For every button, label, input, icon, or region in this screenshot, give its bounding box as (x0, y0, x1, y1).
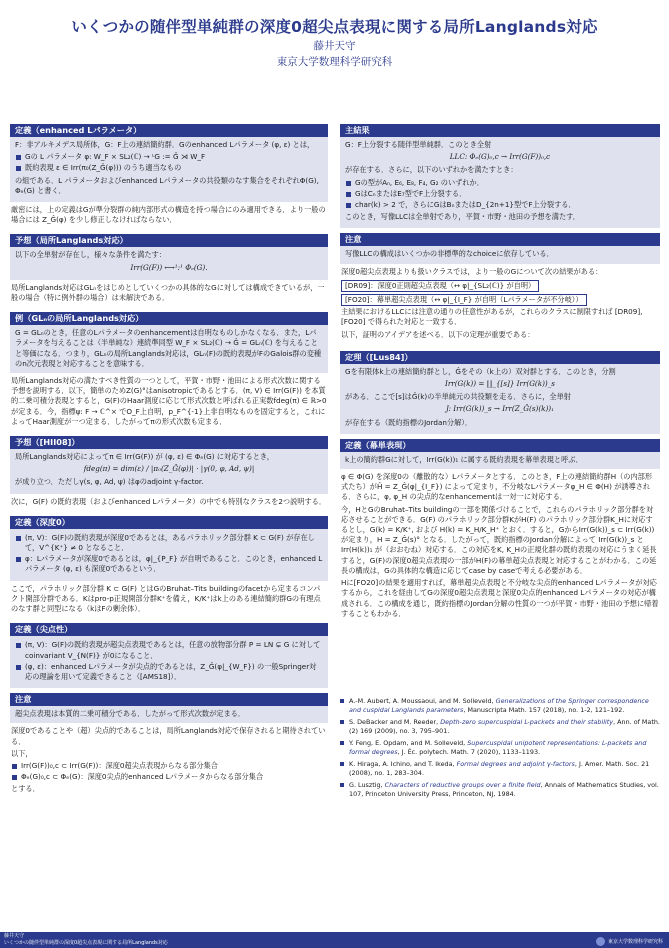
university-logo-icon (596, 937, 605, 946)
conjecture-hii-block (10, 436, 328, 511)
result-box-fo20: [FO20]：幕単超尖点表現（↔ φ|_{I_F} が自明（Lパラメータが不分岐）） (341, 294, 587, 306)
reference-details: , J. Éc. polytech. Math. 7 (2020), 1133–1193. (397, 748, 541, 756)
theorem-lusztig-block (340, 351, 660, 434)
main-result-formula: LLC: Φₑ(G)₀,c → Irr(G(F))₀,c (449, 152, 551, 162)
poster-header (0, 0, 669, 84)
result-box-dr09: [DR09]：深度0正則超尖点表現（↔ φ|_{SL₂(ℂ)} が自明） (341, 280, 539, 292)
list-item: (π, V)：G(F)の既約表現が深度0であるとは，あるパラホリック部分群 K ⊂ G(F) が存在して，V^{K⁺} ≠ 0 となること． (15, 533, 323, 553)
remark-left-outro: とする． (11, 784, 40, 794)
definition-depth0-list (15, 533, 323, 575)
definition-depth0-after: ここで，パラホリック部分群 K ⊂ G(F) とはGのBruhat–Tits buildingのfacetから定まるコンパクト開部分群である．Kはpro-p正規開部分群K⁺を備え，K/K⁺はk上のある連結簡約群Gの有理点のなす群と同型になる（kはFの剰余体）． (10, 581, 328, 619)
definition-enhanced-block (10, 124, 328, 229)
footer-title: いくつかの随伴型単純群の深度0超尖点表現に関する局所Langlands対応 (4, 940, 168, 946)
remark-right-text2: 深度0超尖点表現よりも扱いクラスでは，より一般のGについて次の結果がある： (341, 266, 603, 276)
remark-left-block (10, 693, 328, 800)
conjecture-llc-block (10, 234, 328, 307)
jordan-decomposition-formula: J: Irr(G(k))_s → Irr(Z_Ĝ(s)(k))₁ (446, 404, 554, 414)
remark-right-text4: 以下，証明のアイデアを述べる．以下の定理が重要である： (341, 329, 535, 339)
reference-item (340, 739, 660, 757)
poster-author: 藤井天守 (313, 40, 356, 52)
main-result-text2: が存在する．さらに，以下のいずれかを満たすとき： (345, 165, 518, 175)
reference-item (340, 697, 660, 715)
conjecture-llc-note: 局所Langlands対応はGLₙをはじめとしていくつかの具体的なGに対しては構成できているが，一般の場合（特に例外群の場合）は未解決である． (10, 280, 328, 307)
theorem-lusztig-text: Gを有限体k上の連結簡約群とし，Ĝをその（k上の）双対群とする．このとき，分割 (345, 366, 616, 376)
definition-depth0-block (10, 516, 328, 618)
definition-cuspidal-heading: 定義（尖点性） (10, 623, 328, 636)
proof-idea-text2: φ ∈ Φ(G) を深度0の（離散的な）Lパラメータとする．このとき，F上の連結簡約群H（の内部形式たち）がĤ = Z_Ĝ(φ|_{I_F}) によって定まり，不分岐なLパラメータφ_H ∈ Φ(H) が誘導される．さらに，φ, φ_H の尖点的なenhancementは一対一に対応する． (341, 472, 653, 502)
main-result-block (340, 124, 660, 228)
theorem-lusztig-outro: が存在する（既約指標のJordan分解）． (345, 417, 473, 427)
definition-enhanced-heading: 定義（enhanced Lパラメータ） (10, 124, 328, 137)
theorem-lusztig-body (340, 364, 660, 434)
definition-cuspidal-body (10, 636, 328, 688)
left-column (10, 124, 328, 806)
definition-unipotent-heading: 定義（幕単表現） (340, 439, 660, 452)
reference-details: , J. Amer. Math. Soc. 21 (2008), no. 1, 283–304. (349, 760, 650, 777)
proof-idea-text3: 今，HとGのBruhat–Tits buildingの一部を関係づけることで，これらのパラホリック部分群を対応させることができる．G(F) のパラホリック部分群KがH(F) のパラホリック部分群K_Hに対応するとし，G(k) = K/K⁺, および H(k) = K_H/K_H⁺ とおく．すると，GからIrr(G(k))_s ⊂ Irr(G(k)) が定まり，H = Z_Ĝ(s)° となる．したがって，既約指標のJordan分解によって Irr(G(k))_s と Irr(H(k))₁ が（おおむね）対応する．この対応をK, K_Hの正規化群の既約表現の対応にうまく延長すると，G(F)の深度0超尖点表現の一部がH(F)の幕単超尖点表現と対応することがわかる．この延長の構成は，Gの具体的な構造に応じてcase by caseで考える必要がある． (341, 504, 657, 575)
definition-cuspidal-block (10, 623, 328, 688)
reference-details: , Manuscripta Math. 157 (2018), no. 1-2, 121–192. (463, 706, 625, 714)
reference-title: Supercuspidal unipotent representations: L-packets and formal degrees (349, 739, 647, 756)
reference-details: , Annals of Mathematics Studies, vol. 107, Princeton University Press, Princeton, NJ, 1984. (349, 781, 659, 798)
conjecture-llc-heading: 予想（局所Langlands対応） (10, 234, 328, 247)
list-item: (φ, ε)：enhanced Lパラメータが尖点的であるとは，Z_Ĝ(φ|_{W_F}) の一般Springer対応の理論を用いて定義できること（[AMS18]）． (15, 662, 323, 682)
footer-affiliation (596, 937, 663, 946)
remark-left-list (11, 761, 327, 782)
definition-unipotent-body: k上の簡約群Gに対して，Irr(G(k))₁ に属する既約表現を幕単表現と呼ぶ． (340, 452, 660, 469)
poster-title: いくつかの随伴型単純群の深度0超尖点表現に関する局所Langlands対応 (71, 18, 598, 36)
conjecture-hii-outro: が成り立つ．ただしγ(s, φ, Ad, ψ) はφのadjoint γ-factor. (15, 477, 204, 487)
list-item: (π, V)：G(F)の既約表現が超尖点表現であるとは，任意の放物部分群 P = LN ⊊ G に対してcoinvariant V_{N(F)} が0になること． (15, 640, 323, 660)
example-gln-heading: 例（GLₙの局所Langlands対応） (10, 312, 328, 325)
poster-affiliation: 東京大学数理科学研究科 (276, 56, 393, 68)
reference-item (340, 718, 660, 736)
conjecture-llc-body (10, 247, 328, 279)
remark-left-heading: 注意 (10, 693, 328, 706)
footer-author: 藤井天守 (4, 933, 25, 939)
remark-left-more (10, 723, 328, 800)
formal-degree-formula: fdeg(π) = dim(ε) / |π₀(Z_Ĝ(φ))| · |γ(0, φ, Ad, ψ)| (83, 464, 255, 474)
definition-unipotent-more (340, 469, 660, 625)
main-result-body (340, 137, 660, 228)
list-item: 既約表現 ε ∈ Irr(π₀(Z_Ĝ(φ))) のうち適当なもの (15, 163, 323, 173)
theorem-lusztig-heading: 定理（[Lus84]） (340, 351, 660, 364)
remark-right-more (340, 264, 660, 346)
conjecture-hii-text: 局所Langlands対応によってπ ∈ Irr(G(F)) が (φ, ε) ∈ Φₑ(G) に対応するとき， (15, 452, 274, 462)
definition-enhanced-list (15, 152, 323, 173)
remark-right-text3: 主結果におけるLLCには注意の通りの任意性があるが，これらのクラスに制限すれば [DR09], [FO20] で得られた対応と一致する． (341, 307, 643, 327)
definition-unipotent-block (340, 439, 660, 625)
theorem-lusztig-text2: がある．ここで[s]はĜ(k)の半単純元の共役類を走る．さらに，全単射 (345, 392, 571, 402)
reference-title: Depth-zero supercuspidal L-packets and their stability (440, 718, 614, 726)
reference-title: Generalizations of the Springer correspondence and cuspidal Langlands parameters (349, 697, 649, 714)
footer-affiliation-text: 東京大学数理科学研究科 (607, 939, 663, 945)
definition-enhanced-note: 厳密には，上の定義はGが準分裂群の純内部形式の構造を持つ場合にのみ適用できる．より一般の場合には Z_Ĝ(φ) を少し修正しなければならない． (10, 202, 328, 229)
conjecture-hii-body (10, 449, 328, 494)
reference-authors: S. DeBacker and M. Reeder, (349, 718, 439, 726)
list-item: Φₑ(G)₀,c ⊂ Φₑ(G)：深度0尖点的enhanced Lパラメータからなる部分集合 (11, 772, 327, 782)
list-item: Gの L パラメータ φ: W_F × SL₂(ℂ) → ᴸG := Ĝ ⋊ W_F (15, 152, 323, 162)
reference-authors: K. Hiraga, A. Ichino, and T. Ikeda, (349, 760, 455, 768)
remark-right-heading: 注意 (340, 233, 660, 246)
main-result-outro: このとき，写像LLCは全単射であり，平賀・市野・池田の予想を満たす． (345, 212, 580, 222)
definition-cuspidal-list (15, 640, 323, 682)
conjecture-hii-heading: 予想（[HII08]） (10, 436, 328, 449)
remark-left-body: 超尖点表現は本質的二乗可積分である．したがって形式次数が定まる． (10, 706, 328, 723)
conjecture-llc-text: 以下の全単射が存在し，様々な条件を満たす： (15, 250, 166, 260)
definition-enhanced-intro: F：非アルキメデス局所体，G：F上の連結簡約群．Gのenhanced Lパラメータ (φ, ε) とは， (15, 140, 315, 149)
definition-depth0-body (10, 529, 328, 581)
example-gln-body: G = GLₙのとき，任意のLパラメータのenhancementは自明なものしかなくなる．また，Lパラメータを与えることは（半単純な）連続準同型 W_F × SL₂(ℂ) → Ĝ = GLₙ(ℂ) を与えることと等価になる．つまり，GLₙの局所Langlands対応は，GLₙ(F)の既約表現がFのGalois群の変種のn次元表現と対応することを意味する． (10, 325, 328, 373)
example-gln-note: 局所Langlands対応の満たすべき性質の一つとして，平賀・市野・池田による形式次数に関する予想を説明する．以下，簡単のためZ(G)°はanisotropicであるとする．(π, V) ∈ Irr(G(F)) を本質的二乗可積分表現とすると，G(F)のHaar測度に応じて形式次数と呼ばれる正実数fdeg(π) ∈ ℝ>0が定まる．今，指標ψ: F → ℂ^× でO_F上自明，p_F^{-1}上非自明なものを固定すると，これによってHaar測度が一つ定まる．したがってπの形式次数も定まる． (10, 373, 328, 431)
remark-right-body: 写像LLCの構成はいくつかの非標準的なchoiceに依存している． (340, 246, 660, 263)
main-result-list (345, 178, 655, 211)
reference-details: , Ann. of Math. (2) 169 (2009), no. 3, 795–901. (349, 718, 660, 735)
right-column (340, 124, 660, 630)
definition-depth0-heading: 定義（深度0） (10, 516, 328, 529)
list-item: GはCₙまたはE₇型でF上分裂する． (345, 189, 655, 199)
remark-left-text2: 深度0であることや（超）尖点的であることは，局所Langlands対応で保存されると期待されている． (11, 726, 326, 746)
list-item: φ：Lパラメータが深度0であるとは，φ|_{P_F} が自明であること．このとき，enhanced Lパラメータ (φ, ε) も深度0であるという． (15, 554, 323, 574)
reference-title: Formal degrees and adjoint γ-factors (456, 760, 575, 768)
references-list (340, 697, 660, 802)
main-result-text: G：F上分裂する随伴型単純群．このとき全射 (345, 140, 492, 149)
theorem-lusztig-formula: Irr(G(k)) = ∐_{[s]} Irr(G(k))_s (445, 379, 555, 389)
proof-idea-text4: Hに[FO20]の結果を適用すれば，幕単超尖点表現と不分岐な尖点的enhanced Lパラメータが対応するから，これを経由してGの深度0超尖点表現と深度0尖点的enhanced Lパラメータの対応が構成される．この構成を通じ，既約指標のJordan分解の性質の一つが平賀・市野・池田の予想に帰着することもわかる． (341, 578, 659, 618)
list-item: Irr(G(F))₀,c ⊂ Irr(G(F))：深度0超尖点表現からなる部分集合 (11, 761, 327, 771)
main-result-heading: 主結果 (340, 124, 660, 137)
poster-footer (0, 932, 669, 948)
reference-title: Characters of reductive groups over a finite field (384, 781, 541, 789)
definition-enhanced-outro: の組である．L パラメータおよびenhanced Lパラメータの共役類のなす集合をそれぞれΦ(G), Φₑ(G) と書く． (15, 175, 319, 195)
reference-authors: G. Lusztig, (349, 781, 383, 789)
reference-item (340, 760, 660, 778)
reference-authors: A.-M. Aubert, A. Moussaoui, and M. Solleveld, (349, 697, 494, 705)
list-item: Gの型がAₙ, E₆, E₈, F₄, G₂ のいずれか． (345, 178, 655, 188)
list-item: char(k) > 2 で，さらにGはBₙまたはD_{2n+1}型でF上分裂する． (345, 200, 655, 210)
conjecture-hii-after: 次に，G(F) の既約表現（およびenhanced Lパラメータ）の中でも特別なクラスを2つ説明する． (10, 494, 328, 511)
definition-enhanced-body (10, 137, 328, 202)
reference-authors: Y. Feng, E. Opdam, and M. Solleveld, (349, 739, 466, 747)
reference-item (340, 781, 660, 799)
remark-left-text3: 以下， (11, 748, 33, 758)
example-gln-block (10, 312, 328, 431)
conjecture-llc-formula: Irr(G(F)) ⟷¹:¹ Φₑ(G). (130, 262, 208, 272)
remark-right-block (340, 233, 660, 345)
